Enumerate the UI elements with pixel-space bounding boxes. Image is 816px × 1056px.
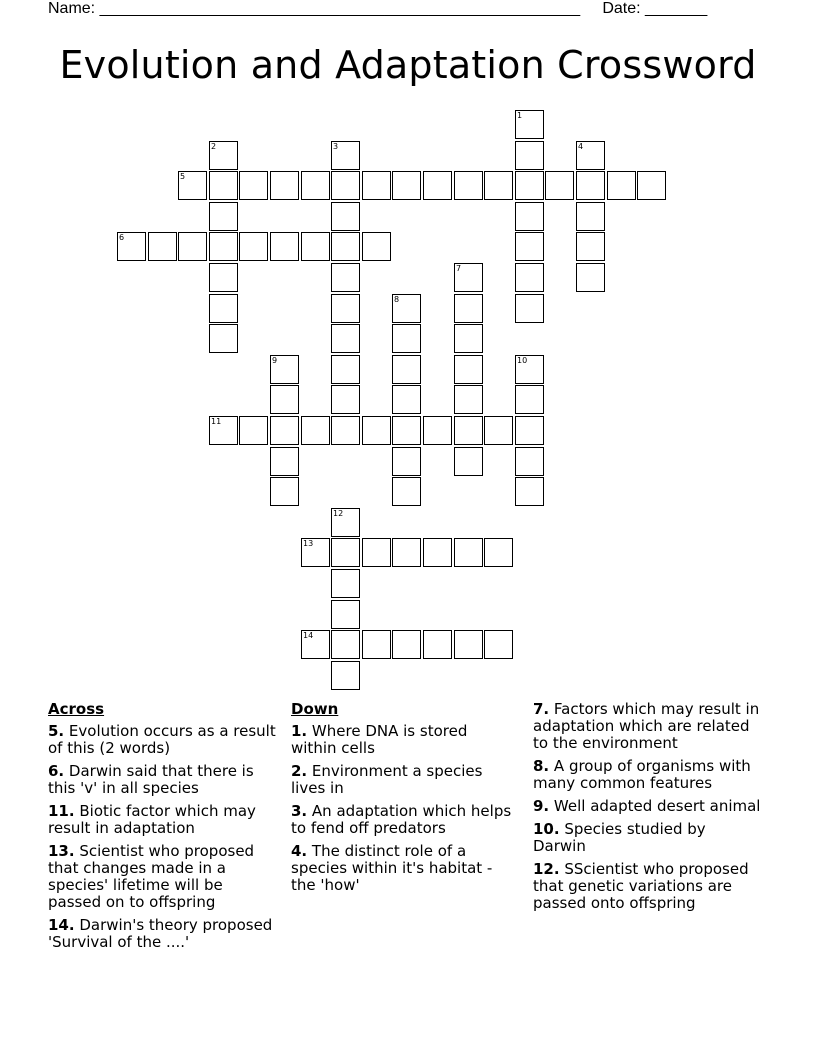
clue-number-label: 5 [180, 172, 186, 181]
crossword-cell[interactable] [392, 294, 421, 323]
clue-number: 14. [48, 916, 75, 934]
crossword-cell[interactable] [454, 447, 483, 476]
crossword-cell[interactable] [515, 477, 544, 506]
crossword-cell[interactable] [423, 171, 452, 200]
crossword-cell[interactable] [362, 538, 391, 567]
down-column-2 [533, 701, 761, 918]
crossword-cell[interactable] [270, 355, 299, 384]
clue-number-label: 10 [517, 356, 528, 365]
clue-number: 11. [48, 802, 75, 820]
crossword-cell[interactable] [515, 263, 544, 292]
crossword-cell[interactable] [270, 477, 299, 506]
clue-number: 1. [291, 722, 308, 740]
crossword-cell[interactable] [148, 232, 177, 261]
crossword-cell[interactable] [454, 630, 483, 659]
crossword-cell[interactable] [270, 447, 299, 476]
crossword-cell[interactable] [178, 171, 207, 200]
crossword-cell[interactable] [331, 232, 360, 261]
across-clue [48, 917, 276, 951]
clue-text: Darwin said that there is this 'v' in all species [48, 762, 254, 797]
clue-number-label: 7 [456, 264, 462, 273]
crossword-cell[interactable] [301, 171, 330, 200]
crossword-cell[interactable] [484, 538, 513, 567]
crossword-cell[interactable] [301, 538, 330, 567]
crossword-cell[interactable] [331, 600, 360, 629]
crossword-cell[interactable] [484, 630, 513, 659]
clue-number: 10. [533, 820, 560, 838]
crossword-cell[interactable] [331, 355, 360, 384]
crossword-cell[interactable] [454, 385, 483, 414]
down-clue [291, 763, 513, 797]
crossword-cell[interactable] [270, 232, 299, 261]
crossword-cell[interactable] [331, 416, 360, 445]
down-clue [291, 843, 513, 894]
crossword-cell[interactable] [331, 385, 360, 414]
clue-number-label: 14 [303, 631, 314, 640]
crossword-cell[interactable] [362, 630, 391, 659]
crossword-cell[interactable] [209, 141, 238, 170]
crossword-cell[interactable] [209, 232, 238, 261]
crossword-cell[interactable] [270, 171, 299, 200]
crossword-cell[interactable] [331, 294, 360, 323]
clue-number-label: 12 [333, 509, 344, 518]
crossword-cell[interactable] [454, 355, 483, 384]
clue-text: SScientist who proposed that genetic variations are passed onto offspring [533, 860, 749, 912]
crossword-cell[interactable] [545, 171, 574, 200]
crossword-cell[interactable] [392, 416, 421, 445]
down-clue [533, 821, 761, 855]
crossword-cell[interactable] [515, 447, 544, 476]
clue-text: Scientist who proposed that changes made in a species' lifetime will be passed on to offspring [48, 842, 255, 911]
crossword-cell[interactable] [239, 171, 268, 200]
clue-text: Where DNA is stored within cells [291, 722, 468, 757]
clue-number: 12. [533, 860, 560, 878]
crossword-cell[interactable] [392, 385, 421, 414]
down-clue [291, 803, 513, 837]
crossword-cell[interactable] [515, 202, 544, 231]
clue-number-label: 9 [272, 356, 278, 365]
clue-number-label: 3 [333, 142, 339, 151]
down-clue [533, 758, 761, 792]
clue-text: Environment a species lives in [291, 762, 483, 797]
crossword-cell[interactable] [239, 232, 268, 261]
down-clue [291, 723, 513, 757]
across-clue [48, 803, 276, 837]
page-title: Evolution and Adaptation Crossword [59, 43, 757, 87]
name-date-line: Name: ______________________________________________________ Date: _______ [48, 0, 708, 17]
crossword-cell[interactable] [484, 171, 513, 200]
across-column [48, 701, 276, 957]
crossword-cell[interactable] [576, 141, 605, 170]
down-clue [533, 701, 761, 752]
clue-number-label: 2 [211, 142, 217, 151]
clue-number-label: 6 [119, 233, 125, 242]
clue-number: 9. [533, 797, 550, 815]
crossword-cell[interactable] [392, 538, 421, 567]
crossword-cell[interactable] [576, 171, 605, 200]
crossword-cell[interactable] [117, 232, 146, 261]
crossword-cell[interactable] [331, 202, 360, 231]
crossword-cell[interactable] [392, 171, 421, 200]
across-clue [48, 763, 276, 797]
crossword-cell[interactable] [331, 508, 360, 537]
crossword-cell[interactable] [209, 202, 238, 231]
clue-number-label: 4 [578, 142, 584, 151]
crossword-cell[interactable] [454, 263, 483, 292]
down-column-1 [291, 701, 513, 900]
crossword-cell[interactable] [331, 630, 360, 659]
down-clue [533, 798, 761, 815]
crossword-cell[interactable] [515, 355, 544, 384]
crossword-cell[interactable] [301, 630, 330, 659]
crossword-cell[interactable] [515, 294, 544, 323]
crossword-cell[interactable] [362, 232, 391, 261]
clue-text: The distinct role of a species within it's habitat - the 'how' [291, 842, 493, 894]
crossword-cell[interactable] [331, 324, 360, 353]
crossword-cell[interactable] [209, 263, 238, 292]
clue-text: Evolution occurs as a result of this (2 words) [48, 722, 276, 757]
clue-number: 2. [291, 762, 308, 780]
crossword-cell[interactable] [454, 538, 483, 567]
crossword-cell[interactable] [270, 416, 299, 445]
crossword-cell[interactable] [515, 385, 544, 414]
clue-number: 3. [291, 802, 308, 820]
crossword-cell[interactable] [637, 171, 666, 200]
across-clue [48, 843, 276, 911]
crossword-cell[interactable] [209, 324, 238, 353]
crossword-cell[interactable] [515, 141, 544, 170]
clue-text: Well adapted desert animal [553, 797, 761, 815]
crossword-cell[interactable] [301, 232, 330, 261]
crossword-cell[interactable] [331, 661, 360, 690]
crossword-cell[interactable] [454, 171, 483, 200]
clue-number: 4. [291, 842, 308, 860]
clue-text: An adaptation which helps to fend off predators [291, 802, 512, 837]
crossword-cell[interactable] [454, 324, 483, 353]
crossword-cell[interactable] [392, 477, 421, 506]
crossword-cell[interactable] [209, 294, 238, 323]
crossword-cell[interactable] [362, 416, 391, 445]
crossword-cell[interactable] [484, 416, 513, 445]
clue-number: 7. [533, 700, 550, 718]
crossword-cell[interactable] [331, 171, 360, 200]
crossword-cell[interactable] [454, 294, 483, 323]
crossword-cell[interactable] [331, 569, 360, 598]
crossword-cell[interactable] [331, 263, 360, 292]
across-heading: Across [48, 700, 105, 718]
clue-number-label: 13 [303, 539, 314, 548]
crossword-cell[interactable] [392, 447, 421, 476]
down-clue [533, 861, 761, 912]
crossword-cell[interactable] [239, 416, 268, 445]
clue-text: A group of organisms with many common features [533, 757, 751, 792]
down-heading: Down [291, 700, 339, 718]
crossword-cell[interactable] [576, 232, 605, 261]
crossword-cell[interactable] [454, 416, 483, 445]
clue-number-label: 11 [211, 417, 222, 426]
clue-number: 8. [533, 757, 550, 775]
crossword-cell[interactable] [423, 416, 452, 445]
clue-number: 6. [48, 762, 65, 780]
clue-number: 5. [48, 722, 65, 740]
crossword-cell[interactable] [576, 263, 605, 292]
crossword-cell[interactable] [362, 171, 391, 200]
crossword-cell[interactable] [515, 232, 544, 261]
crossword-cell[interactable] [331, 538, 360, 567]
crossword-cell[interactable] [392, 630, 421, 659]
clue-text: Species studied by Darwin [533, 820, 706, 855]
across-clue [48, 723, 276, 757]
crossword-cell[interactable] [301, 416, 330, 445]
crossword-cell[interactable] [209, 416, 238, 445]
clue-text: Biotic factor which may result in adaptation [48, 802, 256, 837]
crossword-cell[interactable] [515, 110, 544, 139]
crossword-cell[interactable] [392, 324, 421, 353]
crossword-cell[interactable] [178, 232, 207, 261]
clue-number-label: 8 [394, 295, 400, 304]
crossword-cell[interactable] [392, 355, 421, 384]
clue-number: 13. [48, 842, 75, 860]
crossword-cell[interactable] [209, 171, 238, 200]
crossword-cell[interactable] [270, 385, 299, 414]
crossword-cell[interactable] [423, 538, 452, 567]
clue-text: Darwin's theory proposed 'Survival of the ....' [48, 916, 273, 951]
clue-text: Factors which may result in adaptation which are related to the environment [533, 700, 760, 752]
crossword-cell[interactable] [607, 171, 636, 200]
crossword-cell[interactable] [515, 416, 544, 445]
crossword-cell[interactable] [515, 171, 544, 200]
clue-number-label: 1 [517, 111, 523, 120]
crossword-cell[interactable] [331, 141, 360, 170]
crossword-cell[interactable] [576, 202, 605, 231]
crossword-cell[interactable] [423, 630, 452, 659]
